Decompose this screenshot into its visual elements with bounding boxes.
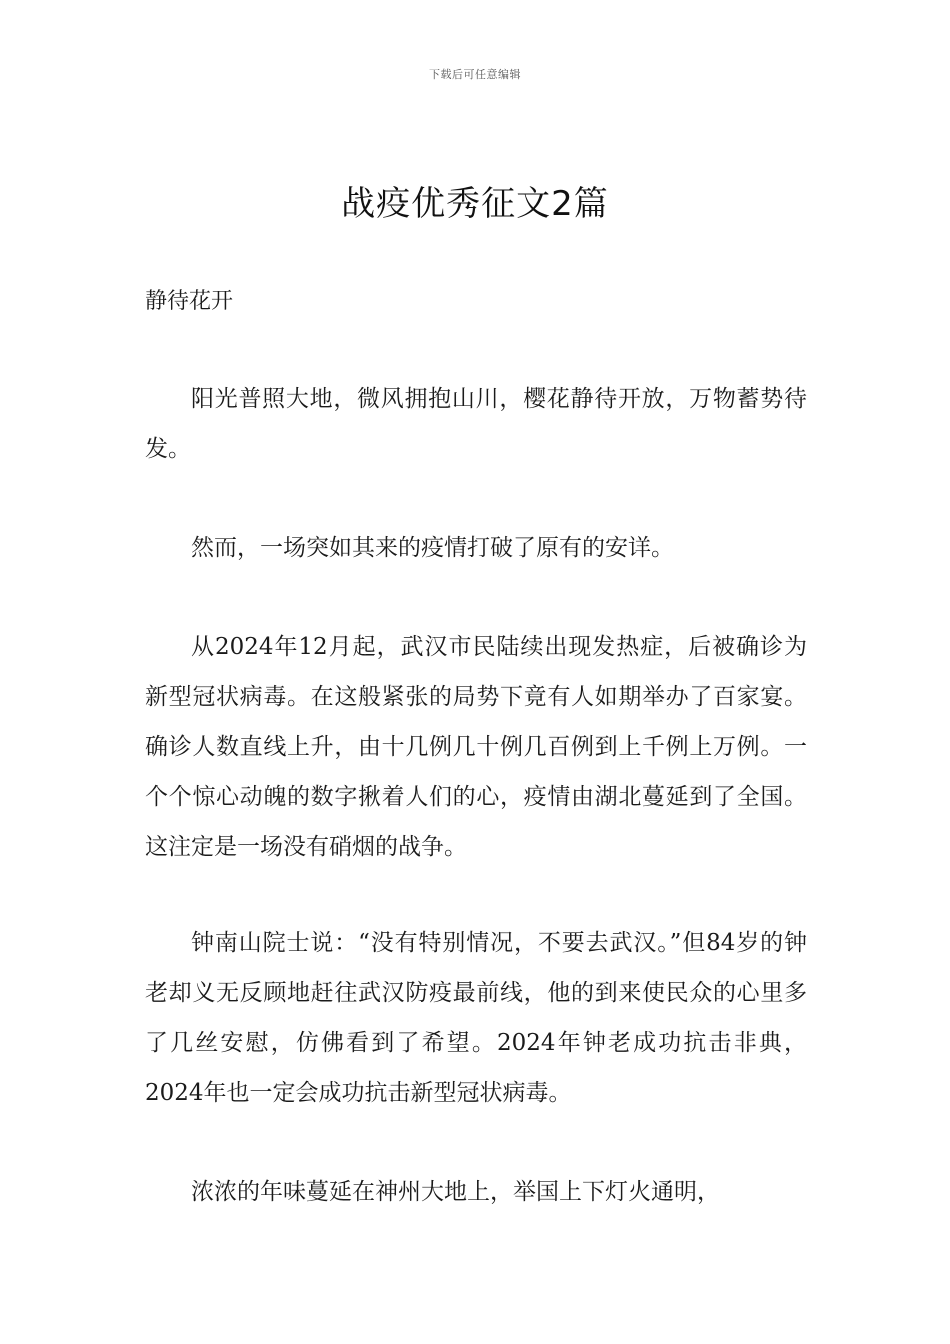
paragraph-4: 钟南山院士说：“没有特别情况，不要去武汉。”但84岁的钟老却义无反顾地赶往武汉防疫最前线，他的到来使民众的心里多了几丝安慰，仿佛看到了希望。2024年钟老成功抗击非典，2024年也一定会成功抗击新型冠状病毒。 (145, 930, 807, 1106)
paragraph-1: 阳光普照大地，微风拥抱山川，樱花静待开放，万物蓄势待发。 (145, 386, 807, 462)
paragraph-3: 从2024年12月起，武汉市民陆续出现发热症，后被确诊为新型冠状病毒。在这般紧张的局势下竟有人如期举办了百家宴。确诊人数直线上升，由十几例几十例几百例到上千例上万例。一个个惊心动魄的数字揪着人们的心，疫情由湖北蔓延到了全国。这注定是一场没有硝烟的战争。 (145, 634, 807, 860)
section-title: 静待花开 (145, 289, 234, 314)
paragraph-2: 然而，一场突如其来的疫情打破了原有的安详。 (191, 535, 674, 561)
header-note: 下载后可任意编辑 (429, 68, 521, 81)
paragraph-5: 浓浓的年味蔓延在神州大地上，举国上下灯火通明， (191, 1179, 720, 1205)
document-title: 战疫优秀征文2篇 (341, 184, 609, 224)
